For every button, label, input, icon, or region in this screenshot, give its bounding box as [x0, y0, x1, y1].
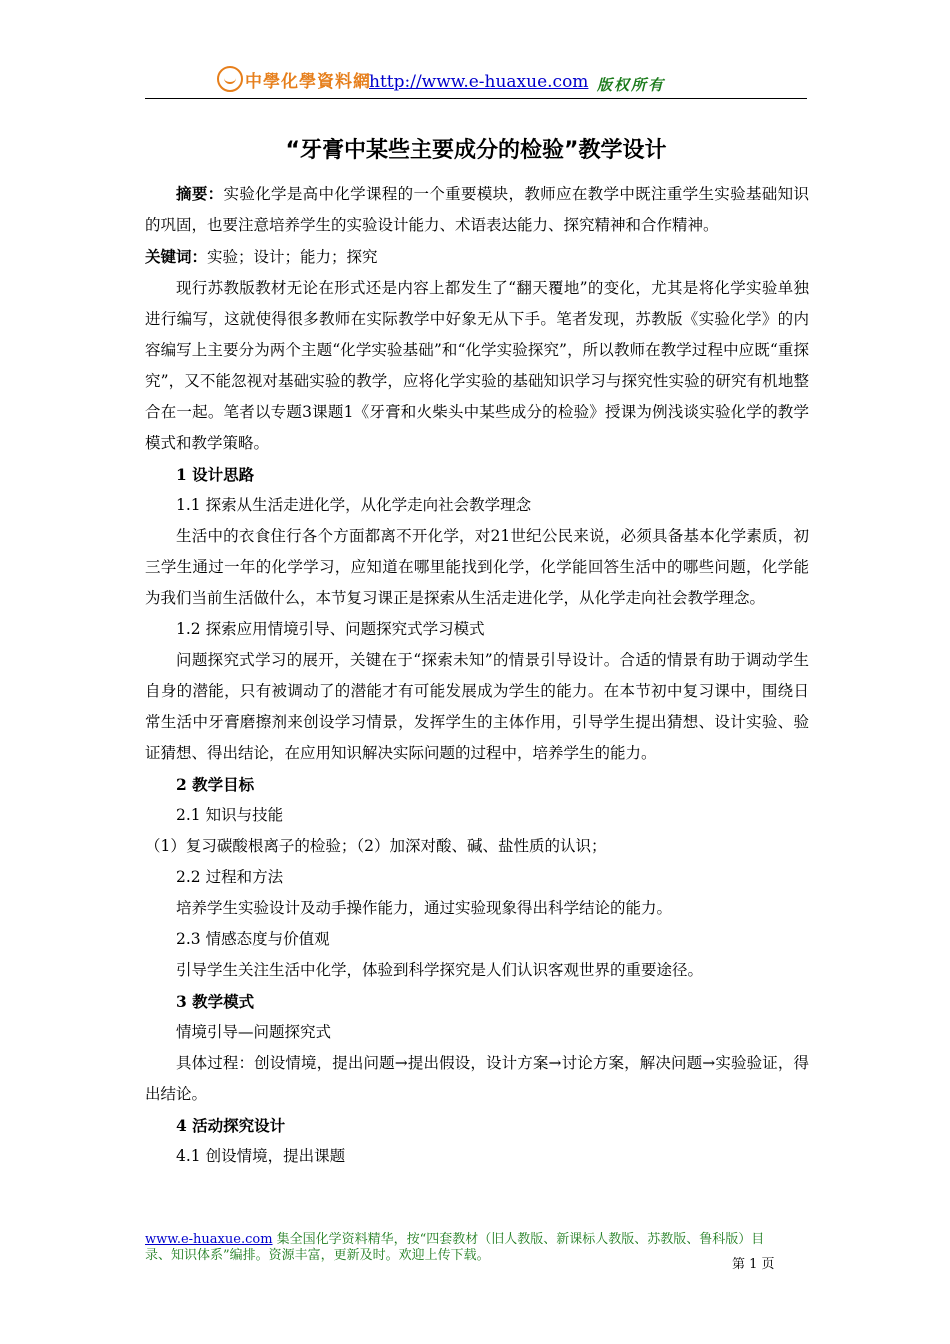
subsection-heading: 2.3 情感态度与价值观 [176, 930, 330, 948]
body-paragraph: （1）复习碳酸根离子的检验；（2）加深对酸、碱、盐性质的认识； [145, 837, 607, 855]
subsection-heading: 4.1 创设情境，提出课题 [176, 1147, 346, 1165]
header-url-link[interactable]: http://www.e-huaxue.com [369, 72, 589, 92]
intro-paragraph: 现行苏教版教材无论在形式还是内容上都发生了“翻天覆地”的变化，尤其是将化学实验单独进行编写，这就使得很多教师在实际教学中好象无从下手。笔者发现，苏教版《实验化学》的内容编写上主要分为两个主题“化学实验基础”和“化学实验探究”，所以教师在教学过程中应既“重探究”，又不能忽视对基础实验的教学，应将化学实验的基础知识学习与探究性实验的研究有机地整合在一起。笔者以专题3课题1《牙膏和火柴头中某些成分的检验》授课为例浅谈实验化学的教学模式和教学策略。 [145, 279, 809, 452]
header-copyright: 版权所有 [597, 76, 666, 94]
body-paragraph: 培养学生实验设计及动手操作能力，通过实验现象得出科学结论的能力。 [176, 899, 673, 917]
abstract-text: 实验化学是高中化学课程的一个重要模块，教师应在教学中既注重学生实验基础知识的巩固，也要注意培养学生的实验设计能力、术语表达能力、探究精神和合作精神。 [145, 185, 809, 234]
document-body [145, 178, 809, 1172]
subsection-heading: 1.2 探索应用情境引导、问题探究式学习模式 [176, 620, 485, 638]
page-header [145, 62, 807, 99]
logo-text: 中學化學資料網 [245, 71, 371, 92]
body-paragraph: 情境引导—问题探究式 [176, 1023, 332, 1041]
abstract-label: 摘要： [176, 184, 224, 203]
body-paragraph: 问题探究式学习的展开，关键在于“探索未知”的情景引导设计。合适的情景有助于调动学生自身的潜能，只有被调动了的潜能才有可能发展成为学生的能力。在本节初中复习课中，围绕日常生活中牙膏磨擦剂来创设学习情景，发挥学生的主体作用，引导学生提出猜想、设计实验、验证猜想、得出结论，在应用知识解决实际问题的过程中，培养学生的能力。 [145, 651, 809, 762]
section-heading: 4 活动探究设计 [176, 1116, 286, 1135]
site-logo[interactable] [217, 66, 371, 92]
subsection-heading: 2.2 过程和方法 [176, 868, 284, 886]
body-paragraph: 生活中的衣食住行各个方面都离不开化学，对21世纪公民来说，必须具备基本化学素质，初三学生通过一年的化学学习，应知道在哪里能找到化学，化学能回答生活中的哪些问题，化学能为我们当前生活做什么，本节复习课正是探索从生活走进化学，从化学走向社会教学理念。 [145, 527, 809, 607]
keywords-label: 关键词： [145, 247, 208, 266]
section-heading: 2 教学目标 [176, 775, 255, 794]
abstract-paragraph [145, 178, 809, 241]
section-heading: 3 教学模式 [176, 992, 255, 1011]
page-number: 第 1 页 [732, 1257, 775, 1272]
body-paragraph: 具体过程：创设情境，提出问题→提出假设，设计方案→讨论方案，解决问题→实验验证，得出结论。 [145, 1054, 809, 1103]
document-title: “牙膏中某些主要成分的检验”教学设计 [285, 138, 667, 163]
subsection-heading: 1.1 探索从生活走进化学，从化学走向社会教学理念 [176, 496, 532, 514]
footer-link[interactable]: www.e-huaxue.com [145, 1232, 273, 1247]
subsection-heading: 2.1 知识与技能 [176, 806, 284, 824]
keywords-text: 实验；设计；能力；探究 [207, 248, 378, 266]
footer-text: 集全国化学资料精华，按“四套教材（旧人教版、新课标人教版、苏教版、鲁科版）目录、知识体系”编排。资源丰富，更新及时。欢迎上传下载。 [145, 1232, 765, 1263]
body-paragraph: 引导学生关注生活中化学，体验到科学探究是人们认识客观世界的重要途径。 [176, 961, 704, 979]
page-footer [145, 1232, 785, 1264]
logo-icon [217, 66, 243, 92]
keywords-paragraph [145, 241, 809, 273]
section-heading: 1 设计思路 [176, 465, 255, 484]
